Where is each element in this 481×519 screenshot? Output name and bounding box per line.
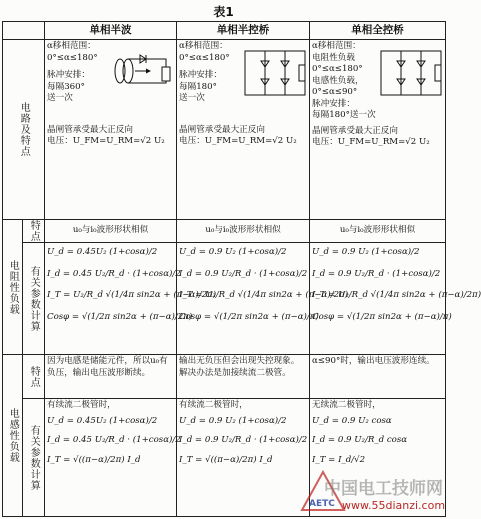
c2-line-0: α移相范围：	[179, 41, 228, 51]
comparison-table	[2, 21, 481, 517]
formula: I_T = I_d/√2	[312, 454, 366, 465]
half-wave-circuit-diagram	[110, 41, 174, 103]
row-label-circuit: 电路及特点	[3, 40, 45, 220]
formula: I_T = √((π−α)/2π) I_d	[179, 454, 273, 465]
header-full-controlled-bridge: 单相全控桥	[310, 22, 446, 40]
formula: I_T = U₂/R_d √(1/4π sin2α + (π−α)/2π)	[312, 290, 481, 300]
label-feature-inductive: 特点	[23, 355, 45, 399]
formula: I_T = U₂/R_d √(1/4π sin2α + (π−α)/2π)	[179, 290, 349, 300]
c1-line-3: 每隔360°	[47, 81, 85, 92]
label-feature-resistive: 特点	[23, 220, 45, 243]
header-half-wave: 单相半波	[45, 22, 177, 40]
formula: I_d = 0.45 U₂/R_d · (1+cosα)/2	[47, 268, 181, 279]
formula: U_d = 0.9 U₂ (1+cosα)/2	[312, 247, 420, 257]
c1-line-6: 电压：U_FM=U_RM=√2 U₂	[47, 136, 165, 146]
formula: U_d = 0.45U₂ (1+cosα)/2	[47, 247, 158, 257]
row-label-resistive: 电阻性负载	[3, 220, 23, 355]
inductive-feature-3: α≤90°时，输出电压波形连续。	[310, 355, 446, 399]
formula: Cosφ = √(1/2π sin2α + (π−α)/π)	[179, 311, 319, 322]
inductive-calc-2	[177, 399, 310, 517]
c2-line-2: 脉冲安排：	[179, 70, 222, 80]
inductive-calc-row	[3, 399, 446, 517]
formula: I_d = 0.9 U₂/R_d cosα	[312, 435, 408, 445]
full-bridge-circuit-diagram	[379, 41, 443, 103]
header-half-controlled-bridge: 单相半控桥	[177, 22, 310, 40]
c1-line-2: 脉冲安排：	[47, 70, 90, 80]
resistive-feature-1: u₀与i₀波形形状相似	[45, 220, 177, 243]
c1-line-1: 0°≤α≤180°	[47, 52, 98, 63]
c2-line-1: 0°≤α≤180°	[179, 52, 230, 63]
formula: U_d = 0.9 U₂ (1+cosα)/2	[179, 247, 287, 257]
header-row	[3, 22, 446, 40]
c3-line-6: 每隔180°送一次	[312, 110, 376, 120]
note: 有续流二极管时，	[47, 400, 116, 410]
formula: U_d = 0.9 U₂ cosα	[312, 415, 392, 426]
c3-line-5: 脉冲安排：	[312, 98, 355, 109]
watermark-url: www.55dianzi.com	[342, 499, 446, 512]
resistive-calc-1	[45, 243, 217, 355]
formula: I_T = U₂/R_d √(1/4π sin2α + (π−α)/2π)	[47, 290, 217, 300]
c2-line-4: 送一次	[179, 93, 205, 103]
header-corner	[3, 22, 45, 40]
resistive-feature-row	[3, 220, 446, 243]
inductive-calc-1	[45, 399, 181, 517]
c3-line-7: 晶闸管承受最大正反向	[312, 125, 398, 136]
formula: I_d = 0.9 U₂/R_d · (1+cosα)/2	[312, 268, 441, 279]
table-title: 表1	[213, 5, 234, 19]
formula: Cosφ = √(1/2π sin2α + (π−α)/π)	[312, 311, 452, 322]
inductive-feature-1: 因为电感是储能元件，所以u₀有负压，输出电压波形断续。	[45, 355, 177, 399]
c3-line-4: 0°≤α≤90°	[312, 87, 358, 97]
resistive-feature-3: u₀与i₀波形形状相似	[310, 220, 446, 243]
c1-line-5: 晶闸管承受最大正反向	[47, 124, 133, 135]
c3-line-3: 电感性负载，	[312, 75, 364, 86]
c3-line-0: α移相范围：	[312, 41, 361, 51]
inductive-calc-3	[310, 399, 446, 517]
half-bridge-circuit-diagram	[243, 41, 307, 103]
circuit-cell-half-wave	[45, 40, 177, 220]
formula: U_d = 0.45U₂ (1+cosα)/2	[47, 415, 158, 426]
formula: I_T = √((π−α)/2π) I_d	[47, 454, 141, 465]
formula: I_d = 0.45 U₂/R_d · (1+cosα)/2	[47, 435, 181, 445]
row-label-inductive: 电感性负载	[3, 355, 23, 517]
circuit-row	[3, 40, 446, 220]
resistive-calc-3	[310, 243, 481, 355]
note: 有续流二极管时，	[179, 400, 248, 410]
resistive-calc-2	[177, 243, 349, 355]
note: 无续流二极管时，	[312, 400, 381, 410]
c2-line-3: 每隔180°	[179, 81, 217, 92]
c1-line-4: 送一次	[47, 93, 73, 103]
watermark-site-name: 中国电工技师网	[324, 479, 443, 499]
label-calc-inductive: 有关参数计算	[23, 399, 45, 517]
c1-line-0: α移相范围：	[47, 41, 96, 51]
c2-line-5: 晶闸管承受最大正反向	[179, 124, 265, 135]
c3-line-1: 电阻性负载	[312, 52, 355, 63]
circuit-cell-half-bridge	[177, 40, 310, 220]
circuit-cell-full-bridge	[310, 40, 446, 220]
inductive-feature-2: 输出无负压但会出现失控现象。解决办法是加接续流二极管。	[177, 355, 310, 399]
resistive-feature-2: u₀与i₀波形形状相似	[177, 220, 310, 243]
formula: U_d = 0.9 U₂ (1+cosα)/2	[179, 415, 287, 426]
c3-line-8: 电压：U_FM=U_RM=√2 U₂	[312, 137, 430, 147]
watermark-logo: AETC	[309, 499, 335, 509]
label-calc-resistive: 有关参数计算	[23, 243, 45, 355]
formula: Cosφ = √(1/2π sin2α + (π−α)/2π)	[47, 311, 193, 322]
c2-line-6: 电压：U_FM=U_RM=√2 U₂	[179, 136, 297, 146]
inductive-feature-row	[3, 355, 446, 399]
formula: I_d = 0.9 U₂/R_d · (1+cosα)/2	[179, 268, 308, 279]
formula: I_d = 0.9 U₂/R_d · (1+cosα)/2	[179, 435, 308, 445]
c3-line-2: 0°≤α≤180°	[312, 64, 363, 74]
resistive-calc-row	[3, 243, 446, 355]
